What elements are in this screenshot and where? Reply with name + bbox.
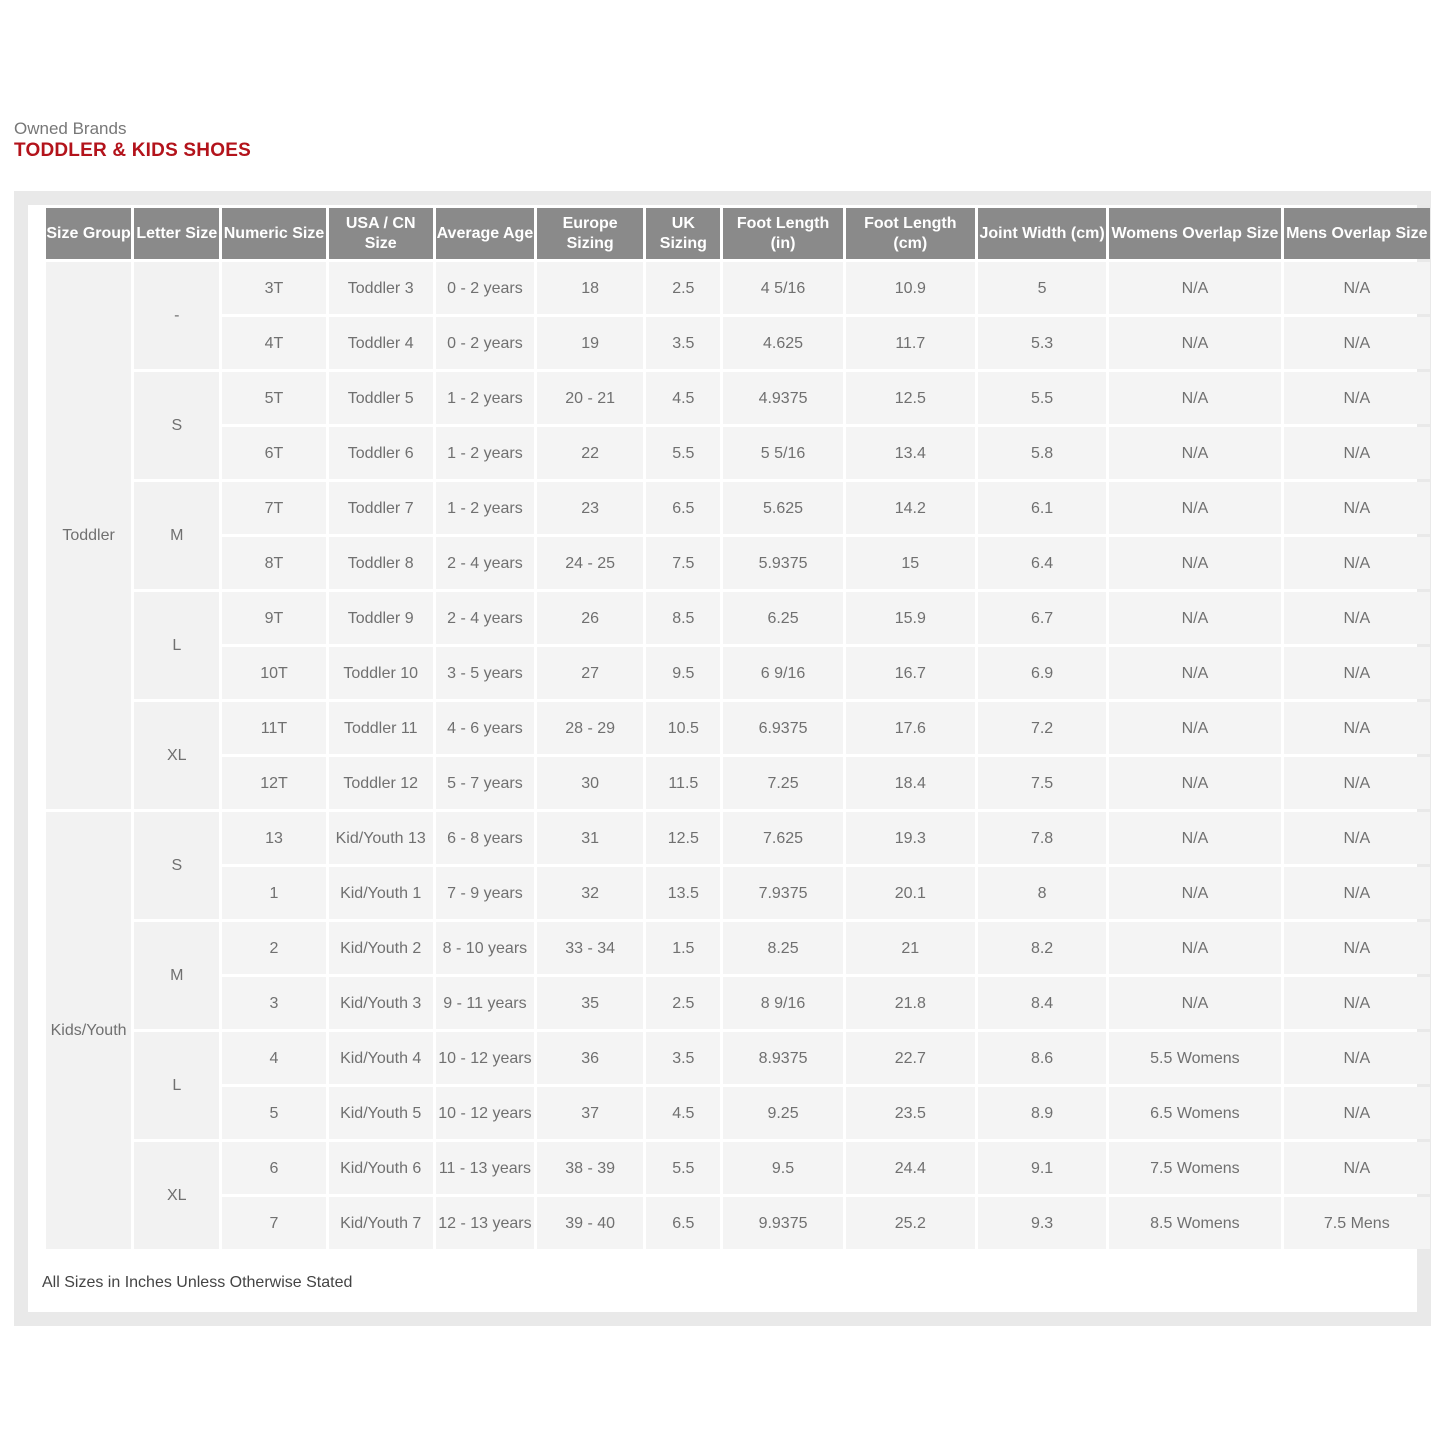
table-cell: N/A [1109, 482, 1280, 534]
table-row [46, 592, 1430, 644]
table-cell: 8.5 [646, 592, 720, 644]
table-cell: 14.2 [846, 482, 975, 534]
table-cell: Toddler 4 [329, 317, 433, 369]
table-cell: N/A [1284, 482, 1430, 534]
table-row [46, 812, 1430, 864]
table-row [46, 317, 1430, 369]
table-cell: N/A [1284, 427, 1430, 479]
table-cell: 3T [222, 262, 325, 314]
table-cell: 1 - 2 years [436, 482, 534, 534]
table-cell: 2 - 4 years [436, 537, 534, 589]
table-cell: 7.5 [646, 537, 720, 589]
table-cell: N/A [1284, 867, 1430, 919]
table-cell: 6.9375 [723, 702, 842, 754]
table-cell: 7.8 [978, 812, 1106, 864]
table-cell: 8 [978, 867, 1106, 919]
letter-size-cell: L [134, 592, 219, 699]
table-cell: 5.8 [978, 427, 1106, 479]
table-cell: 11T [222, 702, 325, 754]
table-cell: 20 - 21 [537, 372, 643, 424]
table-cell: Kid/Youth 13 [329, 812, 433, 864]
table-cell: 7 [222, 1197, 325, 1249]
table-cell: Kid/Youth 2 [329, 922, 433, 974]
table-cell: 10T [222, 647, 325, 699]
table-row [46, 427, 1430, 479]
table-cell: 4 [222, 1032, 325, 1084]
column-header: Size Group [46, 208, 131, 259]
table-cell: 12.5 [646, 812, 720, 864]
table-cell: 8.9375 [723, 1032, 842, 1084]
table-cell: 11.5 [646, 757, 720, 809]
table-row [46, 1087, 1430, 1139]
table-cell: N/A [1284, 922, 1430, 974]
table-cell: N/A [1109, 262, 1280, 314]
table-row [46, 867, 1430, 919]
table-cell: 38 - 39 [537, 1142, 643, 1194]
table-cell: N/A [1284, 977, 1430, 1029]
table-row [46, 922, 1430, 974]
table-cell: 7.9375 [723, 867, 842, 919]
table-cell: 3.5 [646, 1032, 720, 1084]
table-cell: 1.5 [646, 922, 720, 974]
table-header-row [46, 208, 1430, 259]
table-cell: 20.1 [846, 867, 975, 919]
letter-size-cell: L [134, 1032, 219, 1139]
table-row [46, 372, 1430, 424]
table-cell: 8.4 [978, 977, 1106, 1029]
table-row [46, 537, 1430, 589]
table-cell: Toddler 3 [329, 262, 433, 314]
table-cell: 8 9/16 [723, 977, 842, 1029]
table-cell: 31 [537, 812, 643, 864]
table-cell: 8.25 [723, 922, 842, 974]
letter-size-cell: - [134, 262, 219, 369]
table-cell: 7.5 Mens [1284, 1197, 1430, 1249]
table-cell: 3.5 [646, 317, 720, 369]
table-row [46, 1142, 1430, 1194]
table-cell: 8.9 [978, 1087, 1106, 1139]
table-cell: 13.4 [846, 427, 975, 479]
table-cell: Kid/Youth 3 [329, 977, 433, 1029]
table-cell: N/A [1284, 1032, 1430, 1084]
table-cell: 17.6 [846, 702, 975, 754]
table-cell: 8 - 10 years [436, 922, 534, 974]
table-cell: N/A [1109, 372, 1280, 424]
size-group-cell: Kids/Youth [46, 812, 131, 1249]
table-cell: Kid/Youth 5 [329, 1087, 433, 1139]
table-cell: 19.3 [846, 812, 975, 864]
table-cell: 12T [222, 757, 325, 809]
table-cell: 4 5/16 [723, 262, 842, 314]
table-cell: 11.7 [846, 317, 975, 369]
table-cell: N/A [1109, 592, 1280, 644]
table-cell: 6.25 [723, 592, 842, 644]
table-cell: Toddler 7 [329, 482, 433, 534]
table-cell: 5.625 [723, 482, 842, 534]
table-cell: 23.5 [846, 1087, 975, 1139]
table-cell: 9.25 [723, 1087, 842, 1139]
table-cell: 24.4 [846, 1142, 975, 1194]
table-cell: 6.5 [646, 1197, 720, 1249]
table-cell: 11 - 13 years [436, 1142, 534, 1194]
table-cell: 22.7 [846, 1032, 975, 1084]
table-cell: 32 [537, 867, 643, 919]
table-cell: 0 - 2 years [436, 317, 534, 369]
table-cell: N/A [1109, 537, 1280, 589]
table-cell: 9.1 [978, 1142, 1106, 1194]
table-cell: 9.5 [646, 647, 720, 699]
table-cell: 21.8 [846, 977, 975, 1029]
column-header: Mens Overlap Size [1284, 208, 1430, 259]
table-row [46, 647, 1430, 699]
table-cell: 5.5 [646, 1142, 720, 1194]
table-row [46, 977, 1430, 1029]
table-cell: 26 [537, 592, 643, 644]
table-cell: N/A [1109, 427, 1280, 479]
table-cell: 0 - 2 years [436, 262, 534, 314]
table-row [46, 1032, 1430, 1084]
table-cell: N/A [1284, 317, 1430, 369]
table-cell: N/A [1109, 812, 1280, 864]
table-cell: 15.9 [846, 592, 975, 644]
table-cell: Toddler 11 [329, 702, 433, 754]
table-cell: 6 [222, 1142, 325, 1194]
table-cell: N/A [1284, 592, 1430, 644]
table-cell: 4.9375 [723, 372, 842, 424]
table-cell: N/A [1284, 757, 1430, 809]
table-cell: 8.5 Womens [1109, 1197, 1280, 1249]
table-cell: N/A [1109, 757, 1280, 809]
table-cell: 4T [222, 317, 325, 369]
table-cell: N/A [1109, 647, 1280, 699]
table-cell: 30 [537, 757, 643, 809]
table-cell: 25.2 [846, 1197, 975, 1249]
table-cell: Toddler 6 [329, 427, 433, 479]
table-row [46, 262, 1430, 314]
table-cell: 9 - 11 years [436, 977, 534, 1029]
table-cell: 10.9 [846, 262, 975, 314]
footnote: All Sizes in Inches Unless Otherwise Stated [42, 1274, 353, 1291]
table-cell: Toddler 12 [329, 757, 433, 809]
table-cell: 9.3 [978, 1197, 1106, 1249]
table-cell: N/A [1284, 812, 1430, 864]
letter-size-cell: S [134, 812, 219, 919]
table-cell: 10 - 12 years [436, 1087, 534, 1139]
table-cell: 6 9/16 [723, 647, 842, 699]
table-cell: 5 [978, 262, 1106, 314]
table-cell: 7.625 [723, 812, 842, 864]
table-cell: N/A [1284, 537, 1430, 589]
column-header: USA / CN Size [329, 208, 433, 259]
table-cell: N/A [1109, 977, 1280, 1029]
table-cell: Toddler 9 [329, 592, 433, 644]
table-cell: 7 - 9 years [436, 867, 534, 919]
table-cell: 37 [537, 1087, 643, 1139]
table-cell: Kid/Youth 7 [329, 1197, 433, 1249]
table-cell: 8.2 [978, 922, 1106, 974]
table-cell: N/A [1109, 922, 1280, 974]
table-cell: 5 - 7 years [436, 757, 534, 809]
table-cell: 4.5 [646, 1087, 720, 1139]
table-cell: 7T [222, 482, 325, 534]
table-row [46, 757, 1430, 809]
column-header: Foot Length (cm) [846, 208, 975, 259]
table-cell: 22 [537, 427, 643, 479]
size-group-cell: Toddler [46, 262, 131, 809]
table-cell: 16.7 [846, 647, 975, 699]
column-header: Foot Length (in) [723, 208, 842, 259]
table-cell: N/A [1284, 372, 1430, 424]
table-row [46, 1197, 1430, 1249]
letter-size-cell: M [134, 922, 219, 1029]
table-cell: Toddler 8 [329, 537, 433, 589]
table-row [46, 482, 1430, 534]
table-cell: 2 [222, 922, 325, 974]
table-cell: 3 [222, 977, 325, 1029]
table-cell: 8T [222, 537, 325, 589]
column-header: Letter Size [134, 208, 219, 259]
table-cell: 21 [846, 922, 975, 974]
table-cell: 19 [537, 317, 643, 369]
letter-size-cell: XL [134, 702, 219, 809]
table-cell: 2 - 4 years [436, 592, 534, 644]
table-cell: 5T [222, 372, 325, 424]
table-cell: 5 [222, 1087, 325, 1139]
table-cell: 7.5 Womens [1109, 1142, 1280, 1194]
column-header: Numeric Size [222, 208, 325, 259]
table-cell: N/A [1284, 1087, 1430, 1139]
table-cell: 4.5 [646, 372, 720, 424]
table-cell: 6.7 [978, 592, 1106, 644]
table-cell: 3 - 5 years [436, 647, 534, 699]
table-cell: Kid/Youth 4 [329, 1032, 433, 1084]
table-cell: 4.625 [723, 317, 842, 369]
table-cell: Kid/Youth 6 [329, 1142, 433, 1194]
table-cell: 12 - 13 years [436, 1197, 534, 1249]
table-cell: 1 [222, 867, 325, 919]
letter-size-cell: M [134, 482, 219, 589]
size-chart-table [43, 205, 1433, 1252]
table-row [46, 702, 1430, 754]
table-cell: 9.9375 [723, 1197, 842, 1249]
table-cell: 39 - 40 [537, 1197, 643, 1249]
letter-size-cell: S [134, 372, 219, 479]
table-cell: N/A [1109, 867, 1280, 919]
table-cell: N/A [1284, 1142, 1430, 1194]
table-cell: 24 - 25 [537, 537, 643, 589]
column-header: Europe Sizing [537, 208, 643, 259]
table-cell: Toddler 5 [329, 372, 433, 424]
table-cell: 10 - 12 years [436, 1032, 534, 1084]
table-cell: 9.5 [723, 1142, 842, 1194]
table-cell: 5.5 [978, 372, 1106, 424]
table-cell: 6.5 [646, 482, 720, 534]
table-cell: 6 - 8 years [436, 812, 534, 864]
table-cell: 33 - 34 [537, 922, 643, 974]
column-header: Average Age [436, 208, 534, 259]
table-cell: 5.9375 [723, 537, 842, 589]
table-cell: 27 [537, 647, 643, 699]
column-header: UK Sizing [646, 208, 720, 259]
table-cell: 1 - 2 years [436, 372, 534, 424]
table-cell: 6T [222, 427, 325, 479]
table-cell: 1 - 2 years [436, 427, 534, 479]
table-cell: N/A [1109, 317, 1280, 369]
table-cell: 35 [537, 977, 643, 1029]
letter-size-cell: XL [134, 1142, 219, 1249]
table-cell: 13 [222, 812, 325, 864]
size-chart-inner [28, 205, 1428, 1312]
column-header: Joint Width (cm) [978, 208, 1106, 259]
table-cell: 8.6 [978, 1032, 1106, 1084]
table-cell: 7.25 [723, 757, 842, 809]
table-cell: 6.9 [978, 647, 1106, 699]
table-cell: 36 [537, 1032, 643, 1084]
table-cell: N/A [1109, 702, 1280, 754]
table-cell: 18.4 [846, 757, 975, 809]
table-cell: 5.3 [978, 317, 1106, 369]
table-cell: 2.5 [646, 262, 720, 314]
table-cell: 4 - 6 years [436, 702, 534, 754]
table-cell: 6.4 [978, 537, 1106, 589]
table-cell: N/A [1284, 262, 1430, 314]
table-cell: 9T [222, 592, 325, 644]
table-cell: 18 [537, 262, 643, 314]
table-cell: 15 [846, 537, 975, 589]
table-cell: 7.2 [978, 702, 1106, 754]
page-title: TODDLER & KIDS SHOES [14, 140, 251, 161]
table-cell: Toddler 10 [329, 647, 433, 699]
table-cell: 28 - 29 [537, 702, 643, 754]
table-cell: 12.5 [846, 372, 975, 424]
table-cell: 5.5 Womens [1109, 1032, 1280, 1084]
table-cell: 6.1 [978, 482, 1106, 534]
table-cell: 23 [537, 482, 643, 534]
table-body [46, 262, 1430, 1249]
table-cell: N/A [1284, 702, 1430, 754]
size-chart-panel [14, 191, 1431, 1326]
page-subtitle: Owned Brands [14, 119, 127, 138]
table-cell: 13.5 [646, 867, 720, 919]
table-cell: 7.5 [978, 757, 1106, 809]
table-cell: 6.5 Womens [1109, 1087, 1280, 1139]
table-cell: 10.5 [646, 702, 720, 754]
table-cell: Kid/Youth 1 [329, 867, 433, 919]
page-header [14, 119, 251, 163]
table-cell: 2.5 [646, 977, 720, 1029]
table-cell: N/A [1284, 647, 1430, 699]
table-cell: 5 5/16 [723, 427, 842, 479]
table-cell: 5.5 [646, 427, 720, 479]
column-header: Womens Overlap Size [1109, 208, 1280, 259]
